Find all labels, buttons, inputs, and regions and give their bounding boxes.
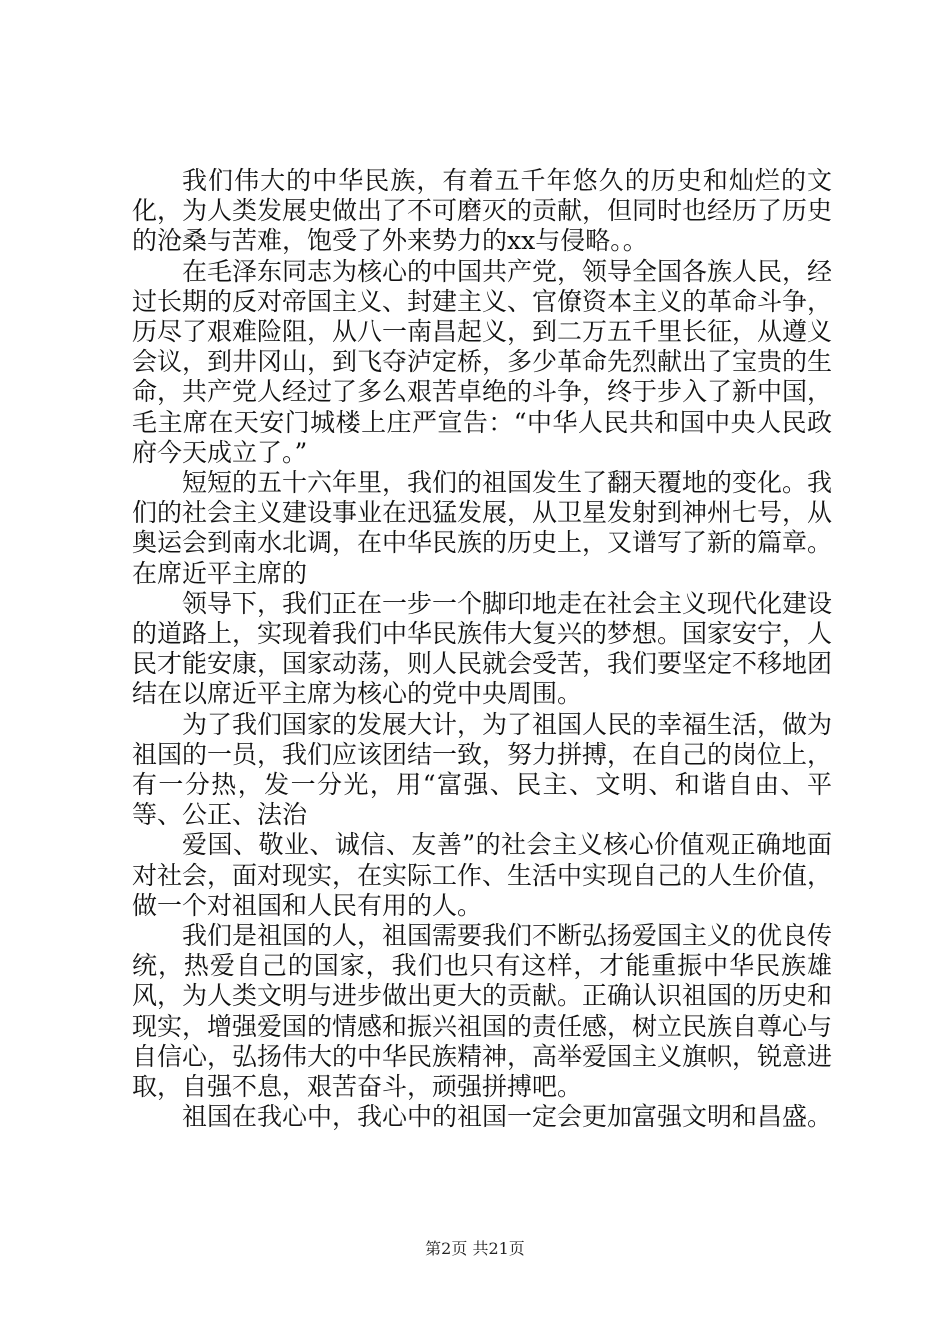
paragraph-6: 爱国、敬业、诚信、友善”的社会主义核心价值观正确地面对社会，面对现实，在实际工作、生活中实现自己的人生价值，做一个对祖国和人民有用的人。 (132, 830, 833, 920)
paragraph-2: 在毛泽东同志为核心的中国共产党，领导全国各族人民，经过长期的反对帝国主义、封建主义、官僚资本主义的革命斗争，历尽了艰难险阻，从八一南昌起义，到二万五千里长征，从遵义会议，到井冈山，到飞夺泸定桥，多少革命先烈献出了宝贵的生命，共产党人经过了多么艰苦卓绝的斗争，终于步入了新中国，毛主席在天安门城楼上庄严宣告：“中华人民共和国中央人民政府今天成立了。” (132, 256, 833, 467)
paragraph-5: 为了我们国家的发展大计，为了祖国人民的幸福生活，做为祖国的一员，我们应该团结一致，努力拼搏，在自己的岗位上，有一分热，发一分光，用“富强、民主、文明、和谐自由、平等、公正、法治 (132, 709, 833, 830)
paragraph-3: 短短的五十六年里，我们的祖国发生了翻天覆地的变化。我们的社会主义建设事业在迅猛发展，从卫星发射到神州七号，从奥运会到南水北调，在中华民族的历史上，又谱写了新的篇章。在席近平主席的 (132, 468, 833, 588)
paragraph-7: 我们是祖国的人，祖国需要我们不断弘扬爱国主义的优良传统，热爱自己的国家，我们也只有这样，才能重振中华民族雄风，为人类文明与进步做出更大的贡献。正确认识祖国的历史和现实，增强爱国的情感和振兴祖国的责任感，树立民族自尊心与自信心，弘扬伟大的中华民族精神，高举爱国主义旗帜，锐意进取，自强不息，艰苦奋斗，顽强拼搏吧。 (132, 921, 833, 1102)
page-footer (0, 1236, 950, 1259)
paragraph-4: 领导下，我们正在一步一个脚印地走在社会主义现代化建设的道路上，实现着我们中华民族伟大复兴的梦想。国家安宁，人民才能安康，国家动荡，则人民就会受苦，我们要坚定不移地团结在以席近平主席为核心的党中央周围。 (132, 588, 833, 709)
document-body (132, 166, 832, 1133)
page-number-label: 第2页 共21页 (425, 1239, 525, 1258)
paragraph-8: 祖国在我心中，我心中的祖国一定会更加富强文明和昌盛。 (182, 1102, 833, 1132)
paragraph-1: 我们伟大的中华民族，有着五千年悠久的历史和灿烂的文化，为人类发展史做出了不可磨灭的贡献，但同时也经历了历史的沧桑与苦难，饱受了外来势力的xx与侵略。。 (132, 166, 833, 256)
